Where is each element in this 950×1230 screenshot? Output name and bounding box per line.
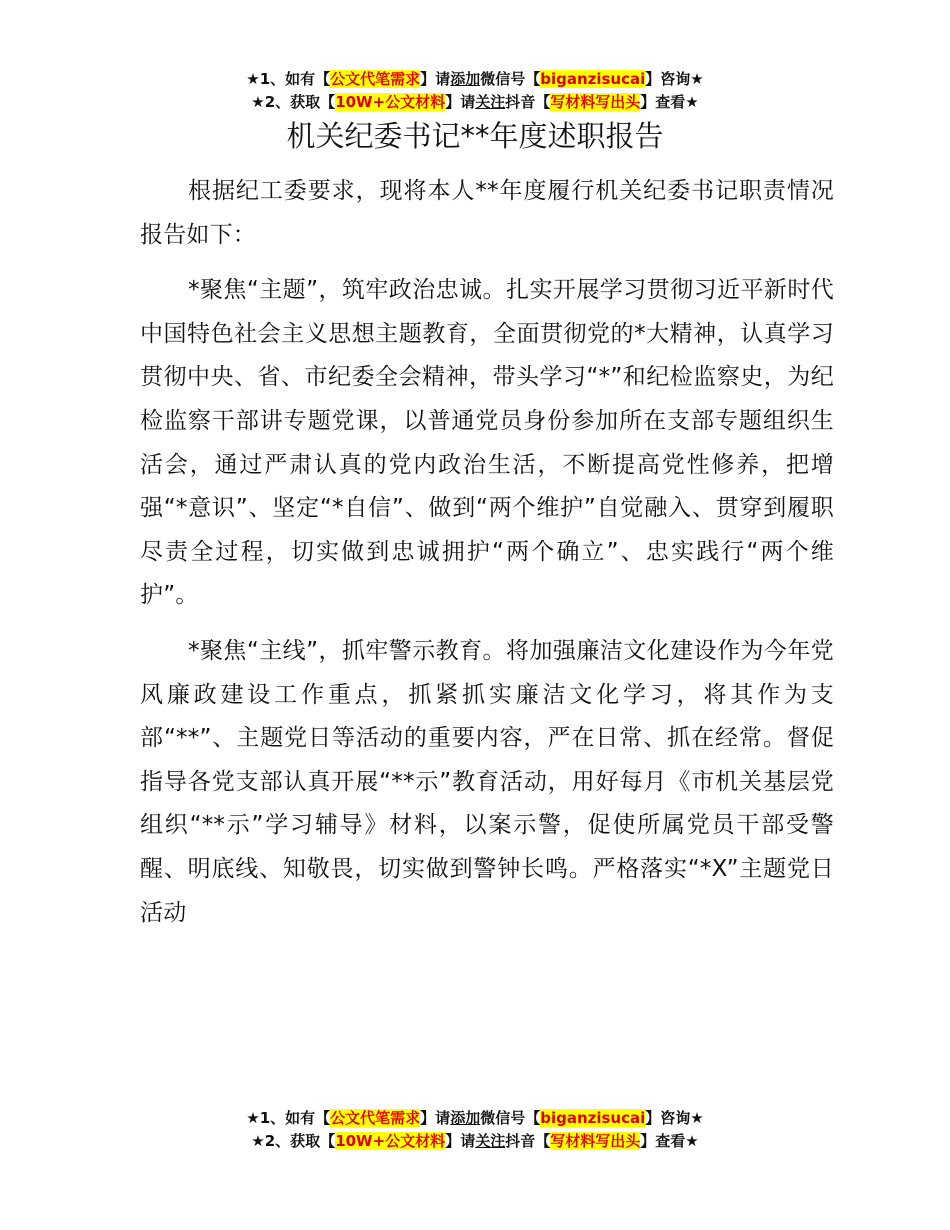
notice-text: 】查看★ <box>640 93 699 111</box>
notice-line-2 <box>0 1130 950 1153</box>
notice-text: ★1、如有【 <box>246 1109 331 1127</box>
notice-text: 】请 <box>445 1132 476 1150</box>
notice-text: 】咨询★ <box>645 70 704 88</box>
notice-text: ★1、如有【 <box>246 70 331 88</box>
paragraph-intro: 根据纪工委要求，现将本人**年度履行机关纪委书记职责情况报告如下： <box>140 178 834 248</box>
notice-text: 】请 <box>445 93 476 111</box>
notice-highlight: 公文代笔需求 <box>330 70 421 88</box>
header-notice <box>0 68 950 114</box>
notice-text: 】请 <box>420 1109 451 1127</box>
notice-line-1 <box>0 1107 950 1130</box>
paragraph-theme: *聚焦“主题”，筑牢政治忠诚。扎实开展学习贯彻习近平新时代中国特色社会主义思想主题教育，全面贯彻党的*大精神，认真学习贯彻中央、省、市纪委全会精神，带头学习“*”和纪检监察史，为纪检监察干部讲专题党课，以普通党员身份参加所在支部专题组织生活会，通过严肃认真的党内政治生活，不断提高党性修养，把增强“*意识”、坚定“*自信”、做到“两个维护”自觉融入、贯穿到履职尽责全过程，切实做到忠诚拥护“两个确立”、忠实践行“两个维护”。 <box>140 277 834 609</box>
notice-highlight: 写材料写出头 <box>550 93 641 111</box>
notice-underlined: 添加 <box>450 1109 481 1127</box>
notice-text: 】请 <box>420 70 451 88</box>
footer-notice <box>0 1107 950 1153</box>
notice-highlight: biganzisucai <box>540 70 646 88</box>
notice-text: 】咨询★ <box>645 1109 704 1127</box>
document-body <box>140 170 834 947</box>
notice-highlight: 公文代笔需求 <box>330 1109 421 1127</box>
document-title: 机关纪委书记**年度述职报告 <box>286 119 664 153</box>
notice-text: 微信号【 <box>480 1109 541 1127</box>
paragraph-mainline: *聚焦“主线”，抓牢警示教育。将加强廉洁文化建设作为今年党风廉政建设工作重点，抓紧抓实廉洁文化学习，将其作为支部“**”、主题党日等活动的重要内容，严在日常、抓在经常。督促指导各党支部认真开展“**示”教育活动，用好每月《市机关基层党组织“**示”学习辅导》材料，以案示警，促使所属党员干部受警醒、明底线、知敬畏，切实做到警钟长鸣。严格落实“*X”主题党日活动 <box>140 637 834 926</box>
notice-text: ★2、获取【 <box>251 93 336 111</box>
notice-line-2 <box>0 91 950 114</box>
notice-text: ★2、获取【 <box>251 1132 336 1150</box>
notice-text: 】查看★ <box>640 1132 699 1150</box>
notice-underlined: 关注 <box>475 1132 506 1150</box>
notice-text: 抖音【 <box>505 1132 551 1150</box>
notice-underlined: 添加 <box>450 70 481 88</box>
notice-text: 抖音【 <box>505 93 551 111</box>
notice-highlight: 写材料写出头 <box>550 1132 641 1150</box>
notice-line-1 <box>0 68 950 91</box>
notice-underlined: 关注 <box>475 93 506 111</box>
notice-highlight: biganzisucai <box>540 1109 646 1127</box>
notice-highlight: 10W+公文材料 <box>335 93 446 111</box>
notice-text: 微信号【 <box>480 70 541 88</box>
notice-highlight: 10W+公文材料 <box>335 1132 446 1150</box>
